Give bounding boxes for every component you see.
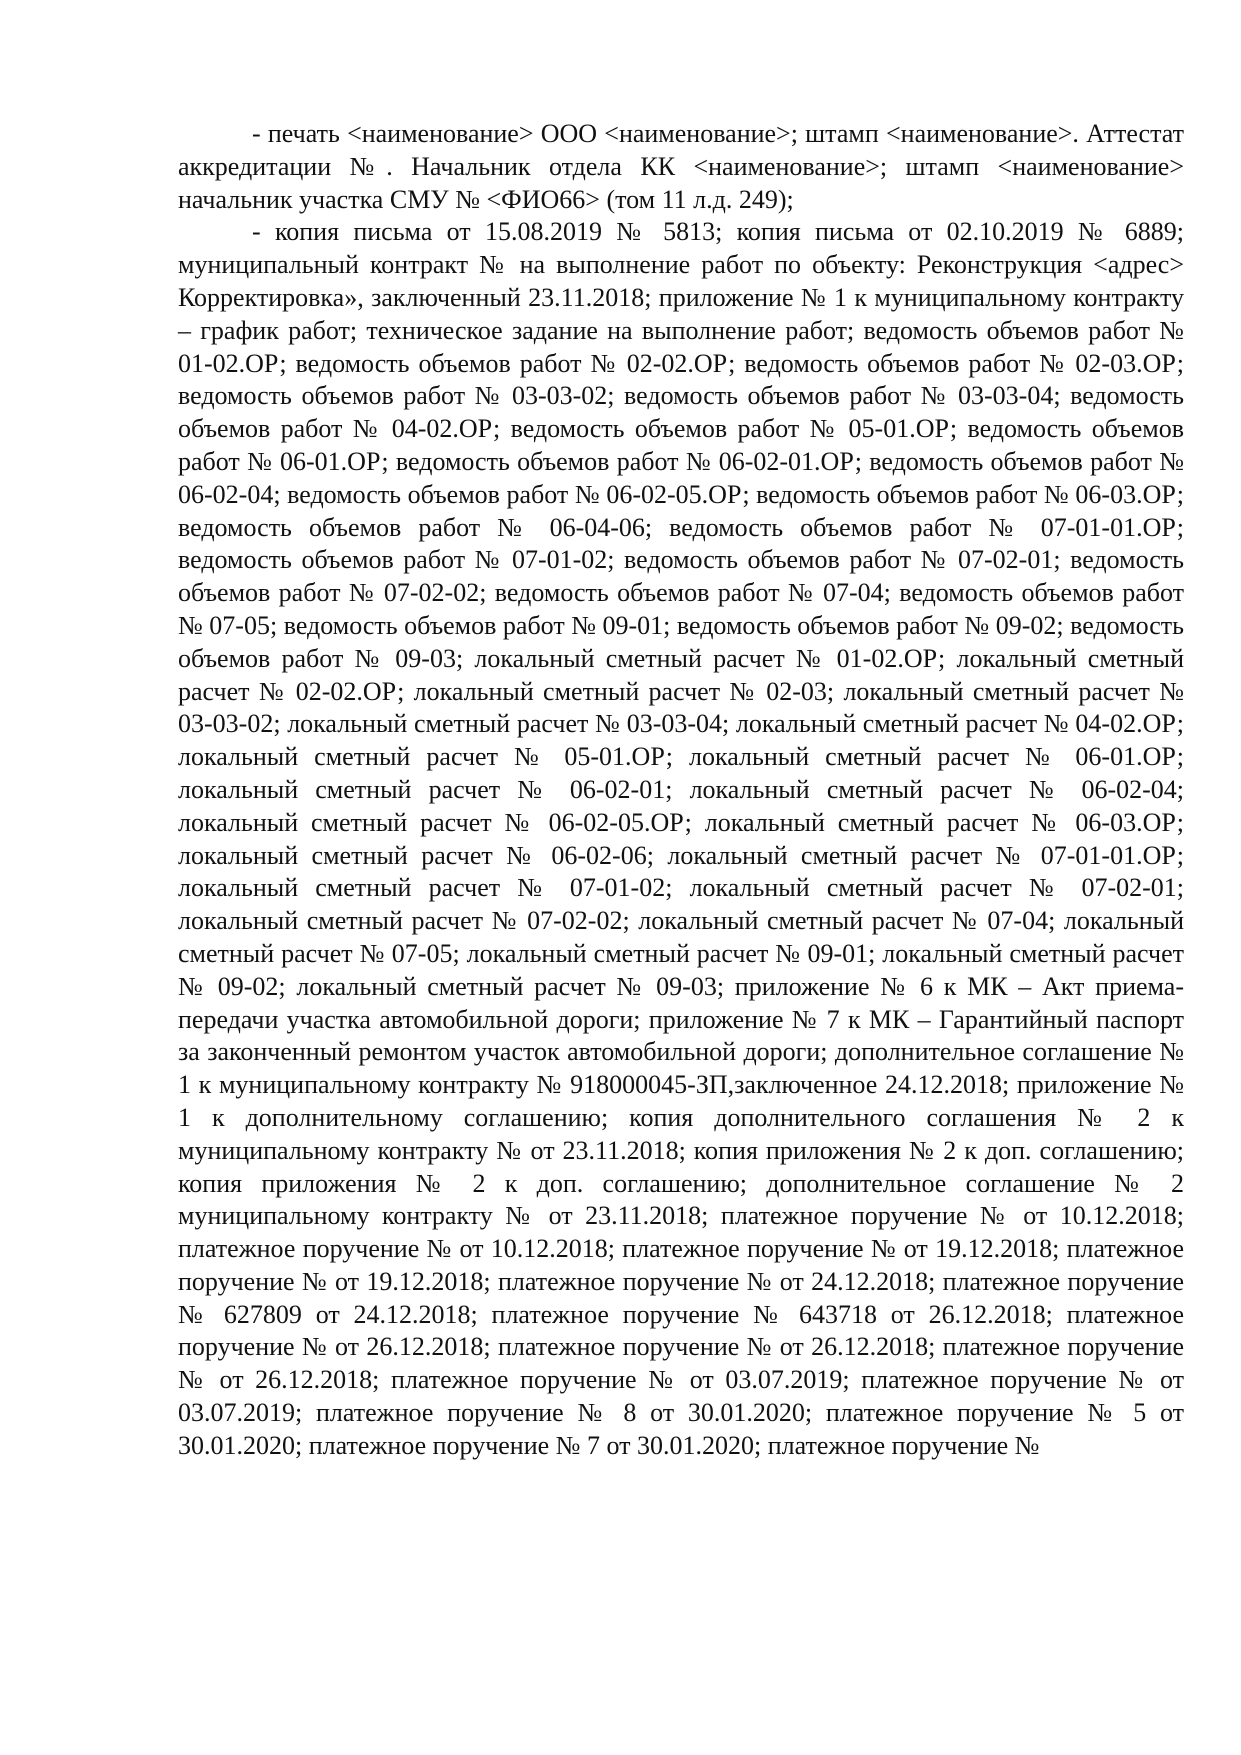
paragraph-seals-and-stamps: - печать <наименование> ООО <наименование>; штамп <наименование>. Аттестат аккредитации №. Начальник отдела КК <наименование>; штамп <наименование> начальник участка СМУ № <ФИО66> (том 11 л.д. 249); bbox=[178, 119, 1184, 214]
paragraph-document-list: - копия письма от 15.08.2019 № 5813; копия письма от 02.10.2019 № 6889; муниципальный контракт № на выполнение работ по объекту: Реконструкция <адрес> Корректировка», заключенный 23.11.2018; приложение № 1 к муниципальному контракту – график работ; техническое задание на выполнение работ; ведомость объемов работ № 01-02.ОР; ведомость объемов работ № 02-02.ОР; ведомость объемов работ № 02-03.ОР; ведомость объемов работ № 03-03-02; ведомость объемов работ № 03-03-04; ведомость объемов работ № 04-02.ОР; ведомость объемов работ № 05-01.ОР; ведомость объемов работ № 06-01.ОР; ведомость объемов работ № 06-02-01.ОР; ведомость объемов работ № 06-02-04; ведомость объемов работ № 06-02-05.ОР; ведомость объемов работ № 06-03.ОР; ведомость объемов работ № 06-04-06; ведомость объемов работ № 07-01-01.ОР; ведомость объемов работ № 07-01-02; ведомость объемов работ № 07-02-01; ведомость объемов работ № 07-02-02; ведомость объемов работ № 07-04; ведомость объемов работ № 07-05; ведомость объемов работ № 09-01; ведомость объемов работ № 09-02; ведомость объемов работ № 09-03; локальный сметный расчет № 01-02.ОР; локальный сметный расчет № 02-02.ОР; локальный сметный расчет № 02-03; локальный сметный расчет № 03-03-02; локальный сметный расчет № 03-03-04; локальный сметный расчет № 04-02.ОР; локальный сметный расчет № 05-01.ОР; локальный сметный расчет № 06-01.ОР; локальный сметный расчет № 06-02-01; локальный сметный расчет № 06-02-04; локальный сметный расчет № 06-02-05.ОР; локальный сметный расчет № 06-03.ОР; локальный сметный расчет № 06-02-06; локальный сметный расчет № 07-01-01.ОР; локальный сметный расчет № 07-01-02; локальный сметный расчет № 07-02-01; локальный сметный расчет № 07-02-02; локальный сметный расчет № 07-04; локальный сметный расчет № 07-05; локальный сметный расчет № 09-01; локальный сметный расчет № 09-02; локальный сметный расчет № 09-03; приложение № 6 к МК – Акт приема-передачи участка автомобильной дороги; приложение № 7 к МК – Гарантийный паспорт за законченный ремонтом участок автомобильной дороги; дополнительное соглашение № 1 к муниципальному контракту № 918000045-ЗП,заключенное 24.12.2018; приложение № 1 к дополнительному соглашению; копия дополнительного соглашения № 2 к муниципальному контракту № от 23.11.2018; копия приложения № 2 к доп. соглашению; копия приложения № 2 к доп. соглашению; дополнительное соглашение № 2 муниципальному контракту № от 23.11.2018; платежное поручение № от 10.12.2018; платежное поручение № от 10.12.2018; платежное поручение № от 19.12.2018; платежное поручение № от 19.12.2018; платежное поручение № от 24.12.2018; платежное поручение № 627809 от 24.12.2018; платежное поручение № 643718 от 26.12.2018; платежное поручение № от 26.12.2018; платежное поручение № от 26.12.2018; платежное поручение № от 26.12.2018; платежное поручение № от 03.07.2019; платежное поручение № от 03.07.2019; платежное поручение № 8 от 30.01.2020; платежное поручение № 5 от 30.01.2020; платежное поручение № 7 от 30.01.2020; платежное поручение № bbox=[178, 217, 1184, 1460]
document-page bbox=[178, 118, 1184, 1463]
